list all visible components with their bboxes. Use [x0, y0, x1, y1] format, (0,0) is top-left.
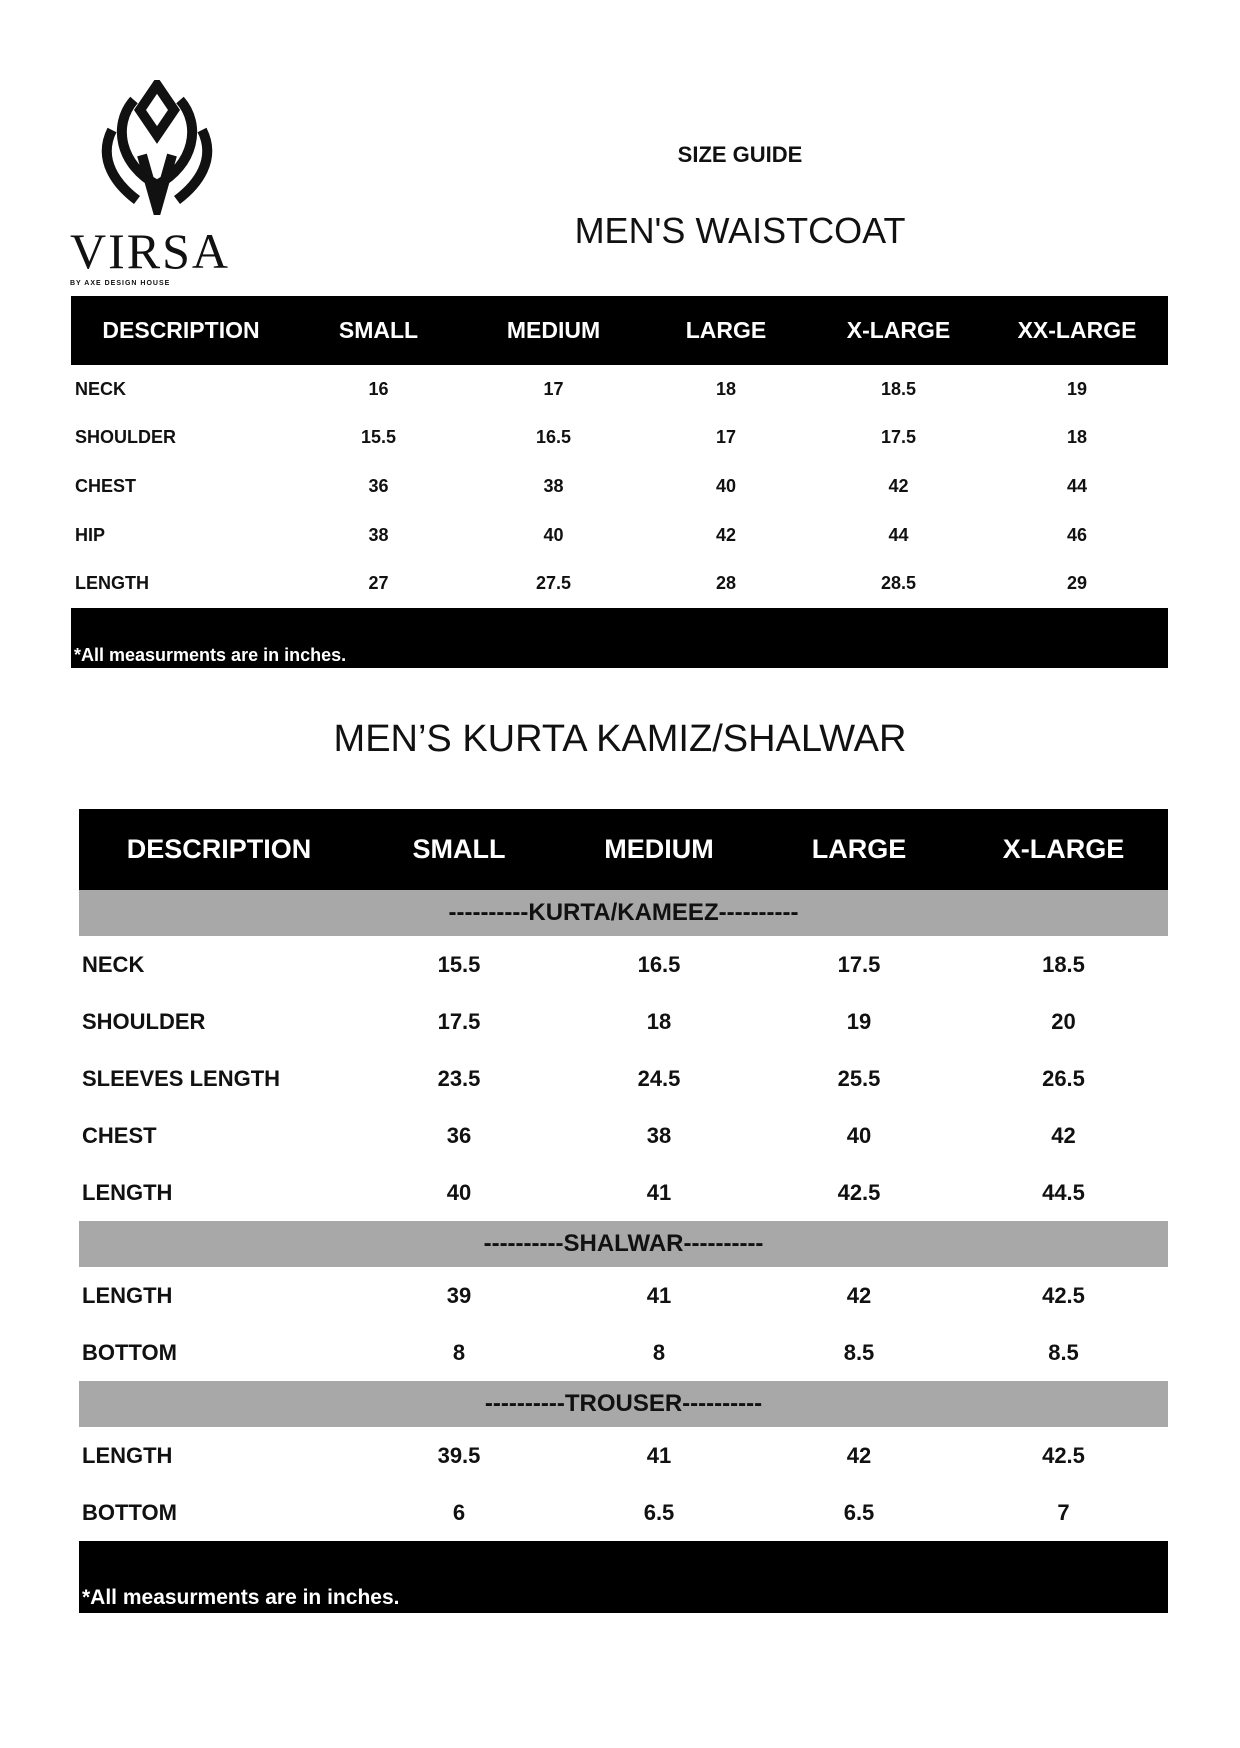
table-cell: 44: [888, 524, 909, 545]
table-cell: 20: [1051, 1008, 1076, 1034]
kurta-size-table: [79, 809, 1168, 1613]
table-cell: 19: [846, 1008, 872, 1034]
table-row: [79, 1050, 1168, 1107]
column-header: MEDIUM: [559, 809, 759, 890]
table-cell: 16.5: [637, 951, 681, 977]
table-cell: 42.5: [1042, 1442, 1085, 1468]
section-header-row: [79, 890, 1168, 936]
table-footer-row: [71, 608, 1168, 668]
table-cell: 38: [646, 1122, 672, 1148]
table-row: [71, 559, 1168, 608]
table-cell: 18.5: [880, 378, 917, 399]
table-cell: 28.5: [880, 573, 917, 594]
table-cell: 41: [646, 1179, 672, 1205]
brand-name: VIRSA: [70, 223, 231, 279]
table-cell: 16.5: [535, 427, 572, 448]
table-cell: 27: [368, 573, 389, 594]
table-cell: HIP: [75, 524, 106, 545]
table-cell: 17.5: [437, 1008, 481, 1034]
table-footer-row: [79, 1541, 1168, 1613]
table-cell: 42: [888, 475, 909, 496]
column-header: MEDIUM: [466, 296, 641, 365]
section-header-row: [79, 1221, 1168, 1267]
table-header-row: [79, 809, 1168, 890]
table-row: [79, 993, 1168, 1050]
table-row: [71, 511, 1168, 560]
table-cell: 8: [452, 1339, 466, 1365]
column-header: SMALL: [359, 809, 559, 890]
footnote: *All measurments are in inches.: [79, 1541, 1168, 1613]
table-cell: 42: [1051, 1122, 1076, 1148]
table-cell: 42: [846, 1442, 872, 1468]
table-row: [71, 365, 1168, 414]
table-cell: 8.5: [843, 1339, 875, 1365]
brand-subtitle: BY AXE DESIGN HOUSE: [70, 280, 171, 287]
table-cell: 36: [446, 1122, 472, 1148]
table-cell: 17: [715, 427, 737, 448]
table-cell: 36: [368, 475, 389, 496]
table-cell: SHOULDER: [82, 1008, 206, 1034]
table-cell: 6.5: [843, 1499, 875, 1525]
table-cell: 41: [646, 1442, 672, 1468]
table-cell: 40: [446, 1179, 472, 1205]
table-cell: CHEST: [75, 475, 137, 496]
table-cell: 15.5: [437, 951, 481, 977]
virsa-crown-logo-icon: [92, 80, 222, 215]
table-cell: NECK: [75, 378, 127, 399]
table-cell: 42.5: [1042, 1282, 1085, 1308]
table-cell: 42: [715, 524, 737, 545]
table-cell: 18: [715, 378, 737, 399]
table-row: [79, 1427, 1168, 1484]
table-cell: LENGTH: [82, 1442, 173, 1468]
table-cell: 44.5: [1042, 1179, 1085, 1205]
column-header: DESCRIPTION: [71, 296, 291, 365]
table-cell: 6.5: [643, 1499, 675, 1525]
table-cell: 15.5: [360, 427, 397, 448]
table-cell: 7: [1057, 1499, 1070, 1525]
table-cell: SLEEVES LENGTH: [82, 1065, 281, 1091]
table-cell: 38: [543, 475, 564, 496]
table-cell: 19: [1066, 378, 1088, 399]
table-cell: 17.5: [880, 427, 917, 448]
table-cell: 41: [646, 1282, 672, 1308]
table-row: [79, 1107, 1168, 1164]
table-cell: 24.5: [637, 1065, 681, 1091]
table-cell: 38: [368, 524, 389, 545]
table-cell: BOTTOM: [82, 1339, 177, 1365]
table-cell: 40: [846, 1122, 872, 1148]
table-cell: 39.5: [437, 1442, 481, 1468]
table-cell: 18: [646, 1008, 672, 1034]
table-cell: LENGTH: [82, 1179, 173, 1205]
table-cell: LENGTH: [82, 1282, 173, 1308]
table-cell: 39: [446, 1282, 472, 1308]
table-row: [79, 1267, 1168, 1324]
column-header: X-LARGE: [959, 809, 1168, 890]
table-cell: 28: [715, 573, 737, 594]
column-header: XX-LARGE: [986, 296, 1168, 365]
table-row: [79, 1324, 1168, 1381]
section-header-row: [79, 1381, 1168, 1427]
waistcoat-size-table: [71, 296, 1168, 668]
table-row: [71, 462, 1168, 511]
kurta-title: MEN’S KURTA KAMIZ/SHALWAR: [333, 718, 907, 760]
table-cell: 18.5: [1042, 951, 1085, 977]
table-cell: 42: [846, 1282, 872, 1308]
table-cell: 8.5: [1048, 1339, 1079, 1365]
column-header: DESCRIPTION: [79, 809, 359, 890]
table-cell: 16: [368, 378, 389, 399]
table-cell: CHEST: [82, 1122, 157, 1148]
table-cell: 18: [1066, 427, 1088, 448]
table-cell: 26.5: [1042, 1065, 1085, 1091]
column-header: X-LARGE: [811, 296, 986, 365]
brand-logo: [70, 80, 260, 290]
table-row: [71, 414, 1168, 463]
table-cell: 6: [452, 1499, 466, 1525]
table-cell: 40: [543, 524, 564, 545]
table-cell: 17: [543, 378, 564, 399]
size-guide-label: SIZE GUIDE: [677, 142, 803, 167]
table-cell: 40: [715, 475, 737, 496]
column-header: LARGE: [641, 296, 811, 365]
section-label: ----------TROUSER----------: [79, 1381, 1168, 1427]
table-cell: 27.5: [535, 573, 572, 594]
table-row: [79, 1484, 1168, 1541]
table-row: [79, 1164, 1168, 1221]
table-cell: NECK: [82, 951, 145, 977]
table-cell: BOTTOM: [82, 1499, 177, 1525]
footnote: *All measurments are in inches.: [71, 608, 1168, 668]
waistcoat-title: MEN'S WAISTCOAT: [574, 210, 906, 251]
table-cell: 25.5: [837, 1065, 881, 1091]
table-cell: 8: [652, 1339, 666, 1365]
table-cell: 29: [1066, 573, 1088, 594]
table-cell: 17.5: [837, 951, 881, 977]
table-cell: SHOULDER: [75, 427, 177, 448]
table-cell: 42.5: [837, 1179, 881, 1205]
column-header: LARGE: [759, 809, 959, 890]
table-cell: 44: [1066, 475, 1088, 496]
table-cell: 23.5: [437, 1065, 481, 1091]
table-cell: LENGTH: [75, 573, 149, 594]
table-row: [79, 936, 1168, 993]
section-label: ----------SHALWAR----------: [79, 1221, 1168, 1267]
column-header: SMALL: [291, 296, 466, 365]
table-cell: 46: [1066, 524, 1088, 545]
section-label: ----------KURTA/KAMEEZ----------: [79, 890, 1168, 936]
table-header-row: [71, 296, 1168, 365]
